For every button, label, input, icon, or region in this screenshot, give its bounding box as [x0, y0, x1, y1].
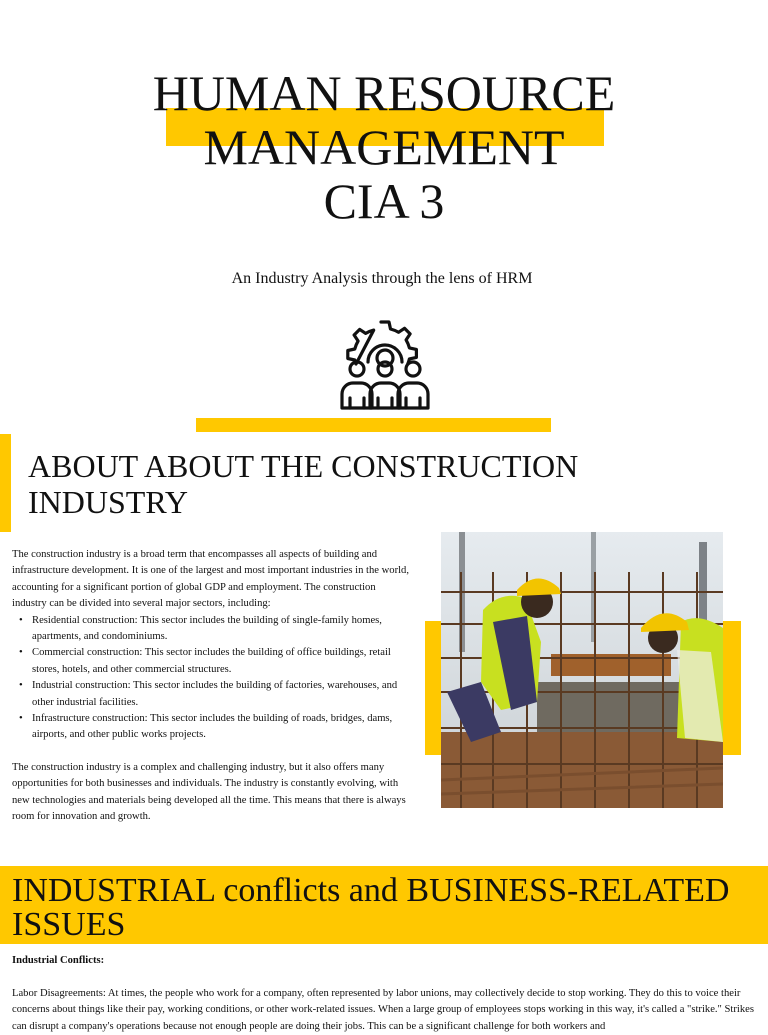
list-item-text: Industrial construction: This sector includes the building of factories, warehouses, and other industrial facilities. [32, 680, 398, 708]
team-gear-icon [338, 318, 432, 412]
subheading-industrial-conflicts: Industrial Conflicts: [12, 955, 105, 966]
list-item-text: Residential construction: This sector includes the building of single-family homes, apartments, and condominiums. [32, 614, 382, 643]
list-item [12, 645, 409, 678]
section-heading-about: ABOUT ABOUT THE CONSTRUCTION INDUSTRY [28, 448, 579, 520]
page-subtitle: An Industry Analysis through the lens of HRM [231, 270, 533, 287]
list-item [12, 678, 409, 711]
title-line-2: MANAGEMENT [203, 119, 565, 175]
title-line-3: CIA 3 [323, 173, 445, 229]
about-body [12, 547, 409, 826]
bullet-icon: • [19, 647, 23, 659]
list-item-text: Commercial construction: This sector includes the building of office buildings, retail stores, hotels, and other commercial structures. [32, 647, 391, 675]
title-line-1: HUMAN RESOURCE [152, 65, 616, 121]
about-intro: The construction industry is a broad term that encompasses all aspects of building and infrastructure development. It is one of the largest and most important industries in the world, accounting for a significant portion of global GDP and employment. The construction industry can be divided into several major sectors, including: [12, 549, 409, 610]
construction-workers-photo [441, 532, 723, 808]
about-closing: The construction industry is a complex and challenging industry, but it also offers many opportunities for both businesses and individuals. The industry is constantly evolving, with new technologies and materials being developed all the time. This means that there is always room for innovation and growth. [12, 761, 406, 823]
accent-divider [196, 418, 551, 432]
bullet-icon: • [19, 713, 23, 725]
list-item [12, 613, 409, 646]
list-item [12, 711, 409, 744]
page-title [0, 66, 768, 228]
list-item-text: Infrastructure construction: This sector includes the building of roads, bridges, dams, airports, and other public works projects. [32, 713, 393, 741]
section-heading-conflicts: INDUSTRIAL conflicts and BUSINESS-RELATED ISSUES [12, 872, 730, 943]
bullet-icon: • [19, 614, 23, 626]
bullet-icon: • [19, 680, 23, 692]
conflicts-body: Labor Disagreements: At times, the people who work for a company, often represented by labor unions, may collectively decide to stop working. They do this to voice their concerns about things like their pay, working conditions, or other work-related issues. When a large group of employees stops working in this way, it's called a "strike." Strikes can disrupt a company's operations because not enough people are doing their jobs. This can be a significant challenge for both workers and [12, 988, 754, 1032]
sector-list [12, 613, 409, 744]
section-accent-bar [0, 434, 11, 532]
